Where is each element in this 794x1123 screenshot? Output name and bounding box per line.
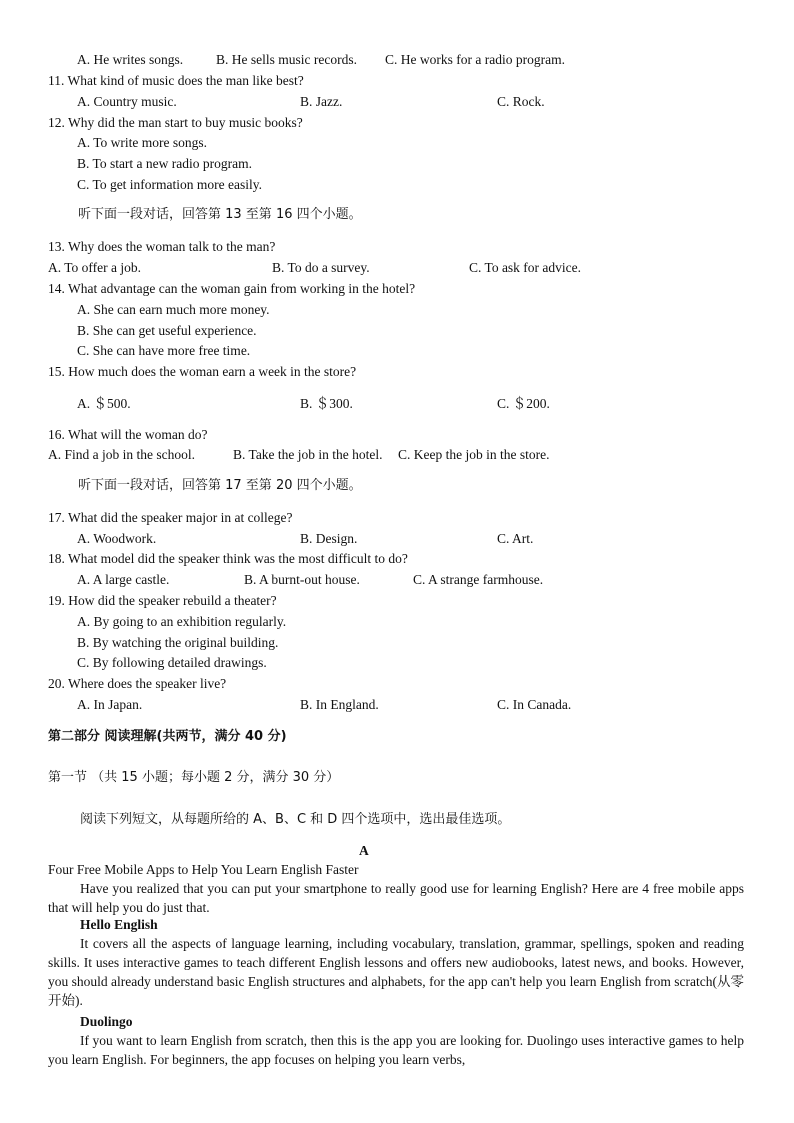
q17-stem: 17. What did the speaker major in at college? xyxy=(48,510,293,525)
q19-option-a: A. By going to an exhibition regularly. xyxy=(77,614,287,629)
q18-option-b: B. A burnt-out house. xyxy=(244,572,360,587)
passage-title: Four Free Mobile Apps to Help You Learn English Faster xyxy=(48,862,359,877)
q12-option-b: B. To start a new radio program. xyxy=(77,156,253,171)
q10-option-b: B. He sells music records. xyxy=(216,52,357,67)
q19-option-c: C. By following detailed drawings. xyxy=(77,655,267,670)
q11-option-a: A. Country music. xyxy=(77,94,177,109)
app2-text: If you want to learn English from scratch, then this is the app you are looking for. Duolingo uses interactive games to help you learn English. For beginners, the app focuses on helping you learn verbs, xyxy=(48,1033,744,1067)
q15-option-c: C. ＄200. xyxy=(497,396,550,411)
q19-stem: 19. How did the speaker rebuild a theater? xyxy=(48,593,277,608)
passage-intro xyxy=(48,879,744,917)
q17-option-c: C. Art. xyxy=(497,531,534,546)
passage-label: A xyxy=(359,843,369,858)
passage-intro-text: Have you realized that you can put your smartphone to really good use for learning English? Here are 4 free mobile apps that will help you do just that. xyxy=(48,881,744,915)
q20-stem: 20. Where does the speaker live? xyxy=(48,676,227,691)
q19-option-b: B. By watching the original building. xyxy=(77,635,279,650)
instruction-13-16: 听下面一段对话，回答第 13 至第 16 四个小题。 xyxy=(78,207,362,222)
q14-stem: 14. What advantage can the woman gain from working in the hotel? xyxy=(48,281,416,296)
q17-option-a: A. Woodwork. xyxy=(77,531,157,546)
q12-option-a: A. To write more songs. xyxy=(77,135,208,150)
part2-title: 第二部分 阅读理解(共两节，满分 40 分) xyxy=(48,729,287,744)
q18-option-a: A. A large castle. xyxy=(77,572,170,587)
q16-option-a: A. Find a job in the school. xyxy=(48,447,195,462)
instruction-17-20: 听下面一段对话，回答第 17 至第 20 四个小题。 xyxy=(78,478,362,493)
app1-name: Hello English xyxy=(80,917,158,932)
section1-title: 第一节 （共 15 小题；每小题 2 分，满分 30 分） xyxy=(48,770,340,785)
q16-stem: 16. What will the woman do? xyxy=(48,427,208,442)
q18-stem: 18. What model did the speaker think was the most difficult to do? xyxy=(48,551,408,566)
q18-option-c: C. A strange farmhouse. xyxy=(413,572,544,587)
q15-option-b: B. ＄300. xyxy=(300,396,353,411)
app1-paragraph xyxy=(48,934,744,1010)
q10-option-c: C. He works for a radio program. xyxy=(385,52,565,67)
q11-stem: 11. What kind of music does the man like best? xyxy=(48,73,304,88)
q12-option-c: C. To get information more easily. xyxy=(77,177,263,192)
q11-option-c: C. Rock. xyxy=(497,94,545,109)
q20-option-a: A. In Japan. xyxy=(77,697,143,712)
q14-option-b: B. She can get useful experience. xyxy=(77,323,257,338)
q20-option-b: B. In England. xyxy=(300,697,379,712)
q15-option-a: A. ＄500. xyxy=(77,396,131,411)
q13-option-a: A. To offer a job. xyxy=(48,260,142,275)
q16-option-c: C. Keep the job in the store. xyxy=(398,447,550,462)
app2-paragraph xyxy=(48,1031,744,1069)
q13-option-b: B. To do a survey. xyxy=(272,260,370,275)
app1-text: It covers all the aspects of language learning, including vocabulary, translation, grammar, spellings, spoken and reading skills. It uses interactive games to teach different English lessons and offers new audiobooks, latest news, and books. However, you should already understand basic English structures and alphabets, for the app can't help you learn English from scratch(从零开始). xyxy=(48,936,744,1008)
q20-option-c: C. In Canada. xyxy=(497,697,572,712)
q15-stem: 15. How much does the woman earn a week in the store? xyxy=(48,364,357,379)
q17-option-b: B. Design. xyxy=(300,531,358,546)
reading-instruction: 阅读下列短文，从每题所给的 A、B、C 和 D 四个选项中，选出最佳选项。 xyxy=(80,812,511,827)
q14-option-c: C. She can have more free time. xyxy=(77,343,251,358)
q10-option-a: A. He writes songs. xyxy=(77,52,184,67)
q16-option-b: B. Take the job in the hotel. xyxy=(233,447,383,462)
app2-name: Duolingo xyxy=(80,1014,133,1029)
q12-stem: 12. Why did the man start to buy music books? xyxy=(48,115,303,130)
q14-option-a: A. She can earn much more money. xyxy=(77,302,270,317)
q13-stem: 13. Why does the woman talk to the man? xyxy=(48,239,276,254)
q11-option-b: B. Jazz. xyxy=(300,94,343,109)
q13-option-c: C. To ask for advice. xyxy=(469,260,582,275)
